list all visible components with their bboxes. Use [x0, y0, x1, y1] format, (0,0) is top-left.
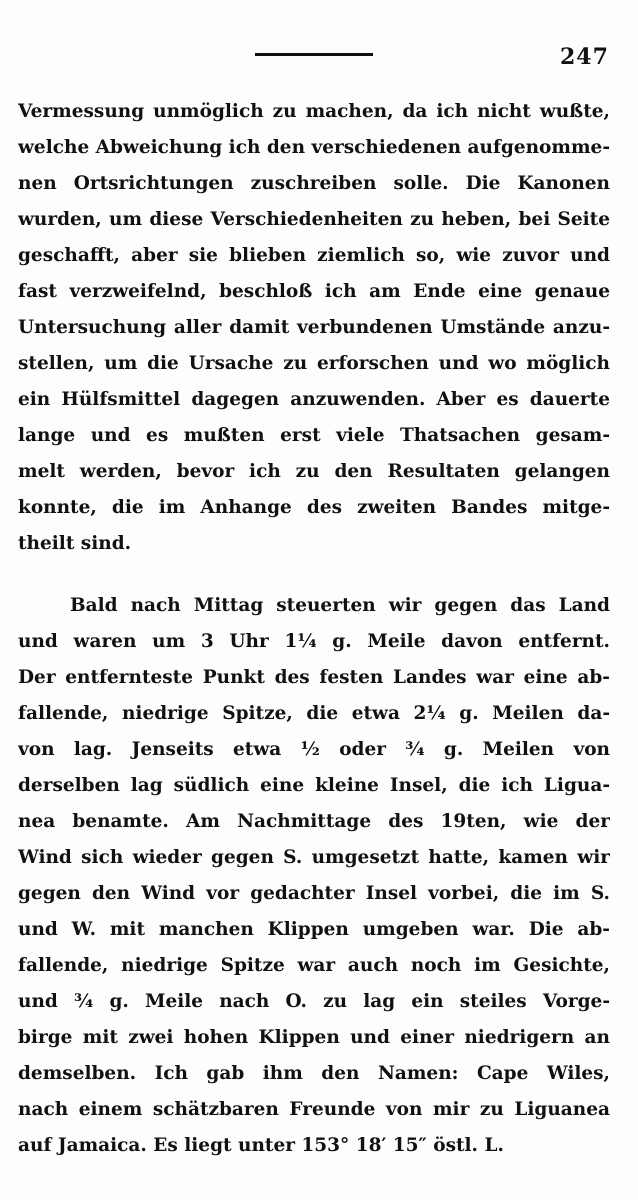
text-line: stellen, um die Ursache zu erforschen und wo möglich	[18, 353, 610, 374]
paragraph-2	[18, 588, 610, 1164]
text-line: wurden, um diese Verschiedenheiten zu heben, bei Seite	[18, 209, 610, 230]
text-line: Vermessung unmöglich zu machen, da ich nicht wußte,	[18, 101, 610, 122]
text-line: gegen den Wind vor gedachter Insel vorbei, die im S.	[18, 883, 610, 904]
text-line: welche Abweichung ich den verschiedenen aufgenomme-	[18, 137, 610, 158]
header-rule	[255, 53, 373, 56]
text-line: und W. mit manchen Klippen umgeben war. Die ab-	[18, 919, 610, 940]
page-number: 247	[560, 44, 609, 70]
text-line: auf Jamaica. Es liegt unter 153° 18′ 15″ östl. L.	[18, 1135, 504, 1156]
text-line: Bald nach Mittag steuerten wir gegen das Land	[18, 595, 610, 616]
text-line: und ¾ g. Meile nach O. zu lag ein steiles Vorge-	[18, 991, 610, 1012]
text-line: und waren um 3 Uhr 1¼ g. Meile davon entfernt.	[18, 631, 610, 652]
text-line: von lag. Jenseits etwa ½ oder ¾ g. Meilen von	[18, 739, 610, 760]
text-line: fallende, niedrige Spitze war auch noch im Gesichte,	[18, 955, 610, 976]
text-line: fast verzweifelnd, beschloß ich am Ende eine genaue	[18, 281, 610, 302]
text-line: derselben lag südlich eine kleine Insel, die ich Ligua-	[18, 775, 610, 796]
text-line: nea benamte. Am Nachmittage des 19ten, wie der	[18, 811, 610, 832]
text-line: Untersuchung aller damit verbundenen Umstände anzu-	[18, 317, 610, 338]
text-line: nen Ortsrichtungen zuschreiben solle. Die Kanonen	[18, 173, 610, 194]
text-line: melt werden, bevor ich zu den Resultaten gelangen	[18, 461, 610, 482]
text-line: ein Hülfsmittel dagegen anzuwenden. Aber es dauerte	[18, 389, 610, 410]
text-line: nach einem schätzbaren Freunde von mir zu Liguanea	[18, 1099, 610, 1120]
text-line: demselben. Ich gab ihm den Namen: Cape Wiles,	[18, 1063, 610, 1084]
text-line: birge mit zwei hohen Klippen und einer niedrigern an	[18, 1027, 610, 1048]
text-line: lange und es mußten erst viele Thatsachen gesam-	[18, 425, 610, 446]
paragraph-1	[18, 94, 610, 562]
text-line: theilt sind.	[18, 533, 132, 554]
text-line: konnte, die im Anhange des zweiten Bandes mitge-	[18, 497, 610, 518]
text-line: fallende, niedrige Spitze, die etwa 2¼ g. Meilen da-	[18, 703, 610, 724]
text-line: Wind sich wieder gegen S. umgesetzt hatte, kamen wir	[18, 847, 610, 868]
text-line: Der entfernteste Punkt des festen Landes war eine ab-	[18, 667, 610, 688]
text-line: geschafft, aber sie blieben ziemlich so, wie zuvor und	[18, 245, 610, 266]
